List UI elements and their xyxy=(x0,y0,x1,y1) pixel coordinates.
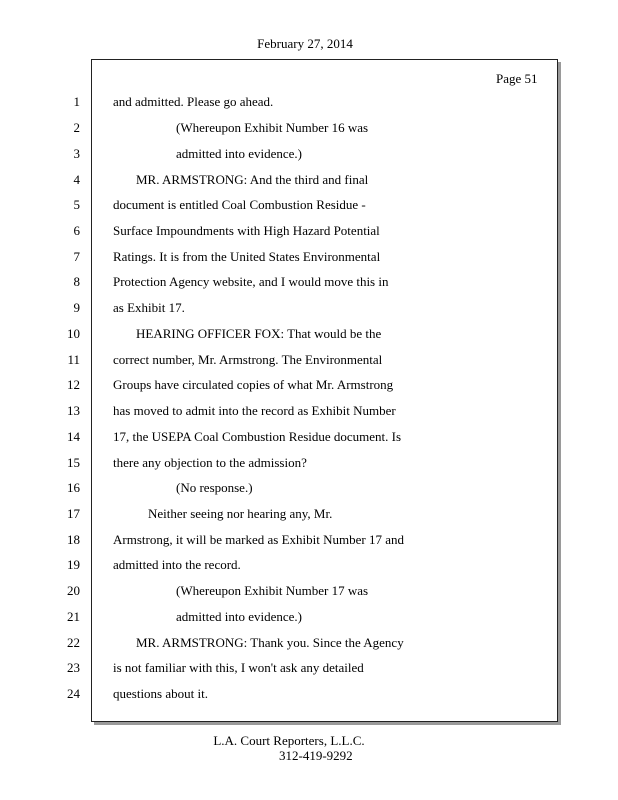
page-number: Page 51 xyxy=(496,71,538,86)
transcript-line: and admitted. Please go ahead. xyxy=(113,94,274,109)
line-number: 4 xyxy=(73,172,80,187)
line-number: 9 xyxy=(73,300,80,315)
line-number: 3 xyxy=(73,146,80,161)
transcript-line: (Whereupon Exhibit Number 17 was xyxy=(176,583,369,598)
transcript-date: February 27, 2014 xyxy=(257,36,353,51)
transcript-line: there any objection to the admission? xyxy=(113,455,307,470)
transcript-line: MR. ARMSTRONG: Thank you. Since the Agency xyxy=(136,635,404,650)
line-number: 15 xyxy=(67,455,80,470)
transcript-line: Groups have circulated copies of what Mr. Armstrong xyxy=(113,377,394,392)
transcript-line: questions about it. xyxy=(113,686,208,701)
transcript-line: document is entitled Coal Combustion Residue - xyxy=(113,197,366,212)
line-number: 22 xyxy=(67,635,80,650)
transcript-line: (No response.) xyxy=(176,480,253,495)
transcript-line: Surface Impoundments with High Hazard Potential xyxy=(113,223,380,238)
line-number: 12 xyxy=(67,377,80,392)
footer-company: L.A. Court Reporters, L.L.C. xyxy=(213,733,365,748)
line-number: 20 xyxy=(67,583,80,598)
transcript-line: admitted into evidence.) xyxy=(176,146,302,161)
transcript-line: admitted into the record. xyxy=(113,557,241,572)
line-number: 10 xyxy=(67,326,80,341)
transcript-line: Protection Agency website, and I would move this in xyxy=(113,274,389,289)
transcript-line: HEARING OFFICER FOX: That would be the xyxy=(136,326,382,341)
line-number: 13 xyxy=(67,403,80,418)
line-number: 7 xyxy=(73,249,80,264)
line-number: 21 xyxy=(67,609,80,624)
transcript-line: is not familiar with this, I won't ask any detailed xyxy=(113,660,364,675)
transcript-line: 17, the USEPA Coal Combustion Residue document. Is xyxy=(113,429,402,444)
line-number: 24 xyxy=(67,686,80,701)
line-number: 23 xyxy=(67,660,80,675)
transcript-line: (Whereupon Exhibit Number 16 was xyxy=(176,120,369,135)
transcript-line: Ratings. It is from the United States Environmental xyxy=(113,249,381,264)
line-number: 11 xyxy=(67,352,80,367)
transcript-line: correct number, Mr. Armstrong. The Environmental xyxy=(113,352,383,367)
transcript-line: Neither seeing nor hearing any, Mr. xyxy=(148,506,333,521)
transcript-line: admitted into evidence.) xyxy=(176,609,302,624)
line-number: 8 xyxy=(73,274,80,289)
transcript-line: as Exhibit 17. xyxy=(113,300,185,315)
footer-phone: 312-419-9292 xyxy=(279,748,353,763)
line-number: 2 xyxy=(73,120,80,135)
transcript-line: MR. ARMSTRONG: And the third and final xyxy=(136,172,369,187)
line-number: 16 xyxy=(67,480,80,495)
line-number: 1 xyxy=(73,94,80,109)
line-number: 17 xyxy=(67,506,80,521)
line-number: 19 xyxy=(67,557,80,572)
transcript-line: Armstrong, it will be marked as Exhibit Number 17 and xyxy=(113,532,405,547)
line-number: 18 xyxy=(67,532,80,547)
line-number: 5 xyxy=(73,197,80,212)
line-number: 14 xyxy=(67,429,80,444)
line-number: 6 xyxy=(73,223,80,238)
transcript-line: has moved to admit into the record as Exhibit Number xyxy=(113,403,396,418)
